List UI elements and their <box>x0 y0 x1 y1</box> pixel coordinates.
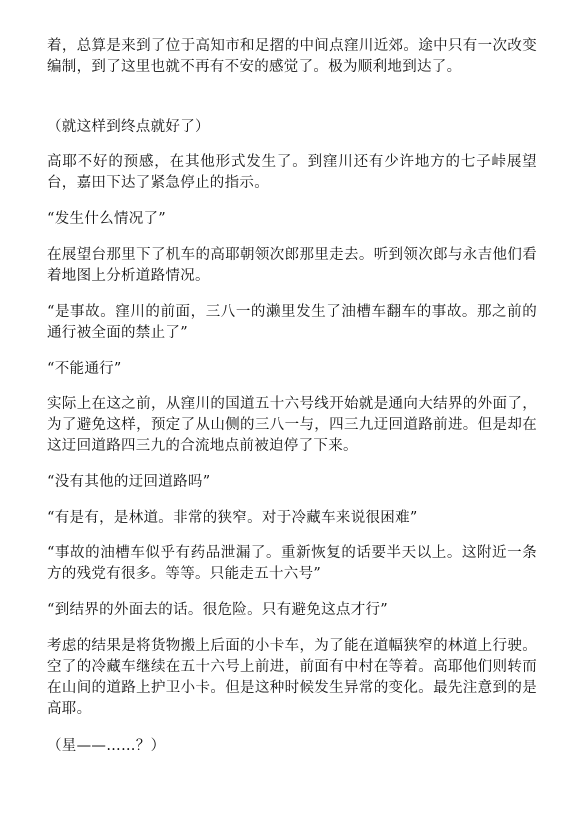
paragraph-11: “事故的油槽车似乎有药品泄漏了。重新恢复的话要半天以上。这附近一条方的残党有很多。等等。只能走五十六号” <box>47 545 537 582</box>
paragraph-7: “不能通行” <box>47 361 122 377</box>
paragraph-12: “到结界的外面去的话。很危险。只有避免这点才行” <box>47 602 389 618</box>
paragraph-13: 考虑的结果是将货物搬上后面的小卡车，为了能在道幅狭窄的林道上行驶。空了的冷藏车继续在五十六号上前进，前面有中村在等着。高耶他们则转而在山间的道路上护卫小卡。但是这种时候发生异常的变化。最先注意到的是高耶。 <box>47 638 537 717</box>
paragraph-2: （就这样到终点就好了） <box>47 119 210 135</box>
paragraph-10: “有是有，是林道。非常的狭窄。对于冷藏车来说很困难” <box>47 510 418 526</box>
paragraph-14: （星——……？） <box>47 738 166 754</box>
paragraph-9: “没有其他的迂回道路吗” <box>47 474 211 490</box>
paragraph-3: 高耶不好的预感，在其他形式发生了。到窪川还有少许地方的七子峠展望台，嘉田下达了紧急停止的指示。 <box>47 154 537 191</box>
paragraph-1: 着，总算是来到了位于高知市和足摺的中间点窪川近郊。途中只有一次改变编制，到了这里也就不再有不安的感觉了。极为顺利地到达了。 <box>47 38 537 75</box>
paragraph-8: 实际上在这之前，从窪川的国道五十六号线开始就是通向大结界的外面了，为了避免这样，预定了从山侧的三八一与，四三九迂回道路前进。但是却在这迂回道路四三九的合流地点前被迫停了下来。 <box>47 396 537 454</box>
paragraph-5: 在展望台那里下了机车的高耶朝领次郎那里走去。听到领次郎与永吉他们看着地图上分析道路情况。 <box>47 247 537 284</box>
paragraph-6: “是事故。窪川的前面，三八一的濑里发生了油槽车翻车的事故。那之前的通行被全面的禁止了” <box>47 304 537 341</box>
paragraph-4: “发生什么情况了” <box>47 211 167 227</box>
